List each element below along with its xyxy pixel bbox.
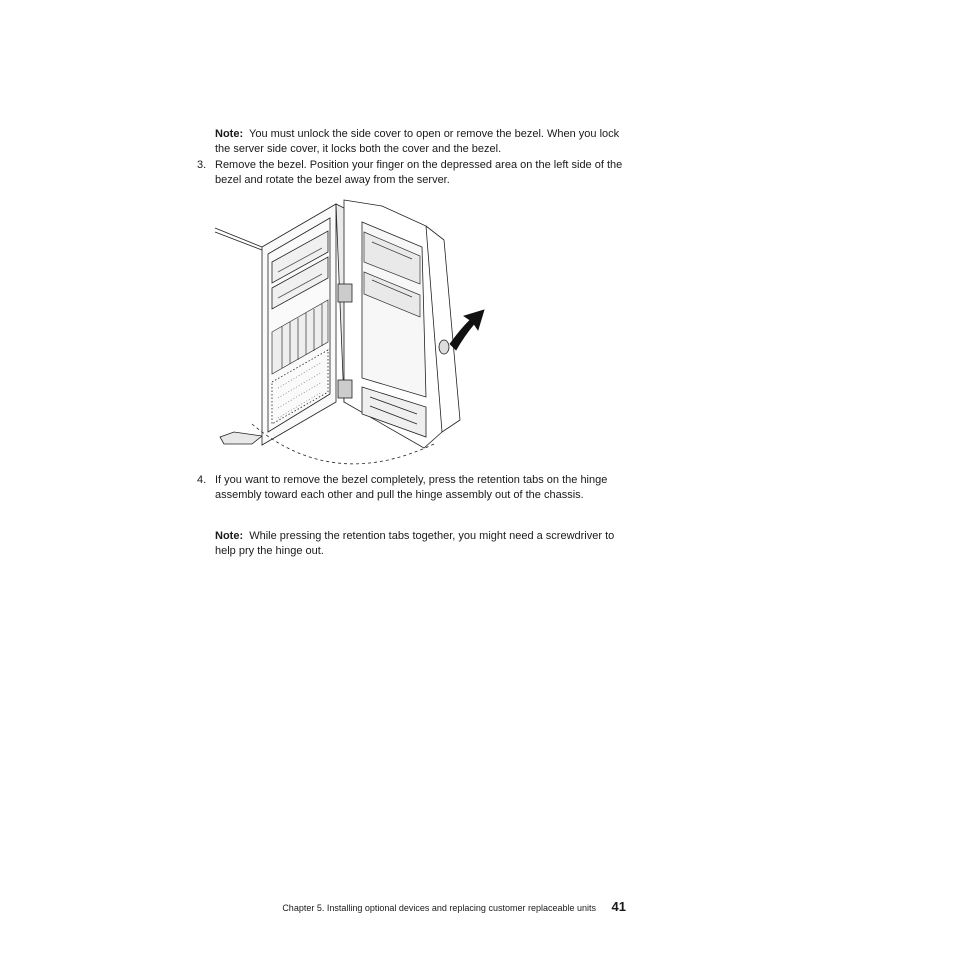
page-footer [270,900,626,920]
page-number: 41 [611,899,626,914]
bezel-removal-illustration [212,192,502,467]
note-text: While pressing the retention tabs together, you might need a screwdriver to help pry the hinge out. [215,530,615,557]
step-text: If you want to remove the bezel completely, press the retention tabs on the hinge assembly toward each other and pull the hinge assembly out of the chassis. [215,474,608,501]
step-3 [197,158,637,187]
step-number: 3. [197,159,207,171]
note-text: You must unlock the side cover to open or remove the bezel. When you lock the server side cover, it locks both the cover and the bezel. [215,128,620,155]
step-text: Remove the bezel. Position your finger on the depressed area on the left side of the bezel and rotate the bezel away from the server. [215,159,623,186]
note-unlock-side-cover [215,127,635,156]
note-label: Note: [215,128,244,140]
step-4 [197,473,637,502]
note-label: Note: [215,530,244,542]
step-number: 4. [197,474,207,486]
note-screwdriver [215,529,635,558]
chapter-title: Chapter 5. Installing optional devices and replacing customer replaceable units [282,903,596,913]
